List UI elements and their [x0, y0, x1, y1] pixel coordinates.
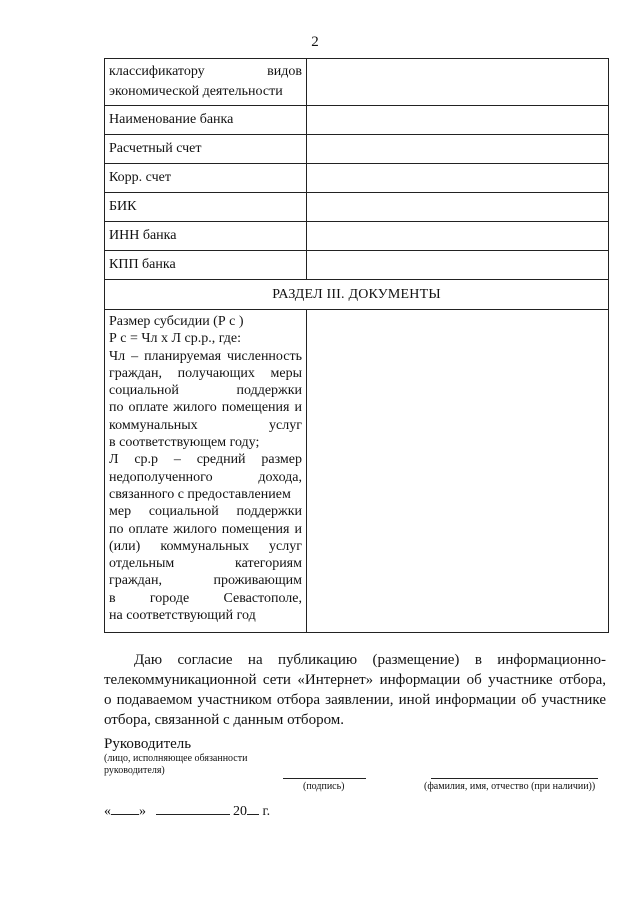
- formula-line: коммунальных услуг: [109, 417, 302, 433]
- table-row-bank-kpp: [105, 251, 609, 280]
- formula-line: (или) коммунальных услуг: [109, 538, 302, 554]
- account-label: Расчетный счет: [105, 135, 307, 164]
- full-name-caption: (фамилия, имя, отчество (при наличии)): [424, 781, 596, 792]
- signature-line[interactable]: [283, 778, 366, 779]
- head-note: (лицо, исполняющее обязанности руководителя): [104, 753, 248, 776]
- consent-line: о подаваемом участником отбора заявлении, иной информации об участнике: [104, 692, 606, 708]
- signature-caption: (подпись): [303, 781, 345, 792]
- page-number: 2: [311, 34, 319, 50]
- formula-line: в городе Севастополе,: [109, 590, 302, 606]
- bank-inn-value-cell[interactable]: [307, 222, 609, 251]
- bank-name-label: Наименование банка: [105, 106, 307, 135]
- formula-line: по оплате жилого помещения и: [109, 400, 302, 416]
- formula-line: отдельным категориям: [109, 556, 302, 572]
- formula-line: социальной поддержки: [109, 383, 302, 399]
- formula-line: граждан, получающих меры: [109, 365, 302, 381]
- date-line: [104, 802, 270, 820]
- bank-inn-label: ИНН банка: [105, 222, 307, 251]
- date-close-quote: »: [139, 804, 146, 819]
- date-open-quote: «: [104, 804, 111, 819]
- formula-line: Р с = Чл х Л ср.р., где:: [109, 331, 241, 347]
- formula-line: Л ср.р – средний размер: [109, 452, 302, 468]
- subsidy-value-cell[interactable]: [307, 310, 609, 633]
- consent-paragraph: [104, 650, 606, 730]
- formula-line: в соответствующем году;: [109, 435, 260, 451]
- bank-kpp-value-cell[interactable]: [307, 251, 609, 280]
- corr-account-value-cell[interactable]: [307, 164, 609, 193]
- okved-label-line1-b: видов: [267, 64, 302, 79]
- formula-line: мер социальной поддержки: [109, 504, 302, 520]
- formula-line: Чл – планируемая численность: [109, 348, 302, 364]
- okved-label-line2: экономической деятельности: [109, 84, 283, 99]
- consent-line: отбора, связанной с данным отбором.: [104, 712, 345, 728]
- okved-label: [105, 59, 307, 106]
- corr-account-label: Корр. счет: [105, 164, 307, 193]
- section-title: РАЗДЕЛ III. ДОКУМЕНТЫ: [105, 280, 609, 310]
- application-form-table: [104, 58, 609, 633]
- head-title: Руководитель: [104, 736, 192, 752]
- year-prefix: 20: [233, 804, 247, 819]
- bik-label: БИК: [105, 193, 307, 222]
- okved-label-line1: классификатору: [109, 64, 205, 79]
- account-value-cell[interactable]: [307, 135, 609, 164]
- year-suffix: г.: [262, 804, 271, 819]
- formula-line: на соответствующий год: [109, 608, 256, 624]
- table-row-account: [105, 135, 609, 164]
- day-blank[interactable]: [111, 802, 139, 815]
- month-blank[interactable]: [156, 802, 230, 815]
- okved-value-cell[interactable]: [307, 59, 609, 106]
- formula-line: по оплате жилого помещения и: [109, 521, 302, 537]
- table-row-bik: [105, 193, 609, 222]
- formula-line: граждан, проживающим: [109, 573, 302, 589]
- table-row-bank-name: [105, 106, 609, 135]
- bank-name-value-cell[interactable]: [307, 106, 609, 135]
- formula-line: связанного с предоставлением: [109, 486, 291, 502]
- formula-line: Размер субсидии (Р с ): [109, 314, 244, 329]
- year-blank[interactable]: [247, 802, 259, 815]
- table-row-section-title: [105, 280, 609, 310]
- subsidy-formula-cell: [105, 310, 307, 633]
- bik-value-cell[interactable]: [307, 193, 609, 222]
- full-name-line[interactable]: [431, 778, 598, 779]
- table-row-subsidy-formula: [105, 310, 609, 633]
- table-row-bank-inn: [105, 222, 609, 251]
- bank-kpp-label: КПП банка: [105, 251, 307, 280]
- formula-line: недополученного дохода,: [109, 469, 302, 485]
- consent-line: Даю согласие на публикацию (размещение) в информационно-: [134, 652, 606, 668]
- consent-line: телекоммуникационной сети «Интернет» информации об участнике отбора,: [104, 672, 606, 688]
- table-row-corr-account: [105, 164, 609, 193]
- table-row-okved: [105, 59, 609, 106]
